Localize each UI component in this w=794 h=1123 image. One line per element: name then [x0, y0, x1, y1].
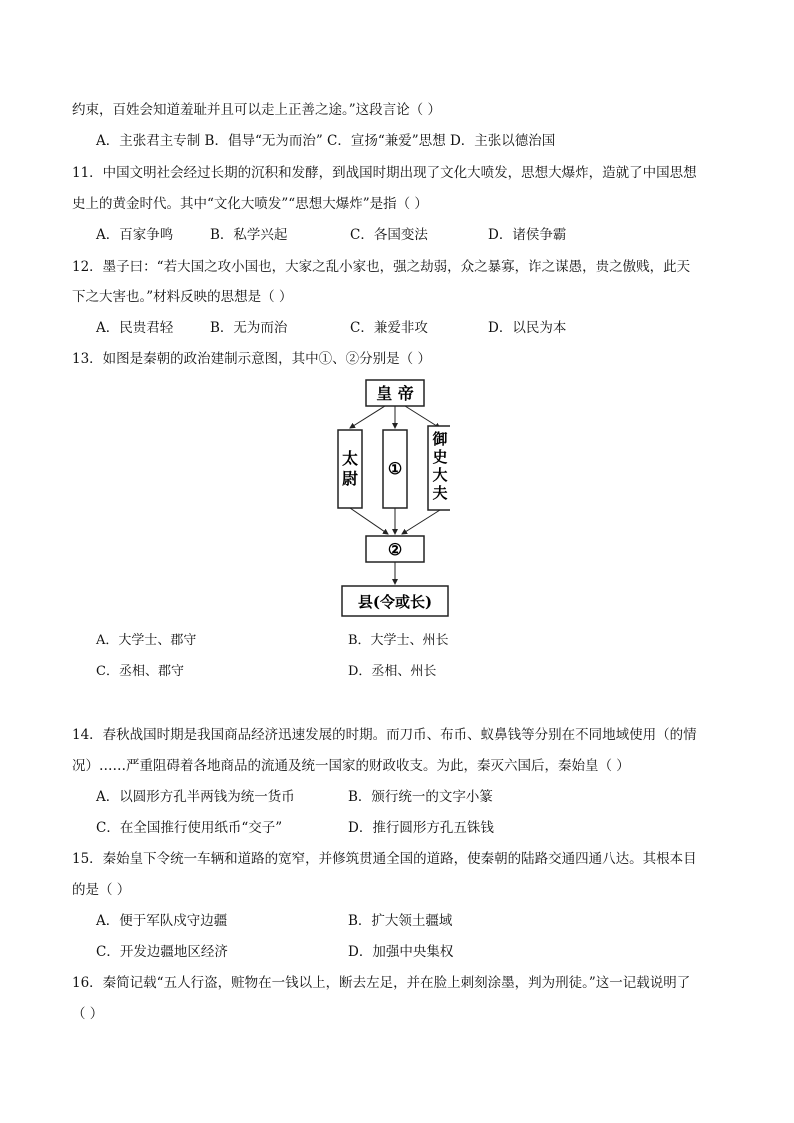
- blank-2-label: ②: [387, 540, 403, 559]
- question-15-option-d: D．加强中央集权: [348, 944, 454, 960]
- question-13-line-1: 13．如图是秦朝的政治建制示意图，其中①、②分别是（ ）: [72, 351, 431, 367]
- question-14-option-d: D．推行圆形方孔五铢钱: [348, 820, 494, 836]
- question-11-option-a: A．百家争鸣: [96, 227, 174, 243]
- question-15-option-c: C．开发边疆地区经济: [96, 944, 228, 960]
- question-15-option-a: A．便于军队戍守边疆: [96, 913, 228, 929]
- yushidafu-char-3: 大: [432, 466, 448, 484]
- question-12-line-1: 12．墨子曰：“若大国之攻小国也，大家之乱小家也，强之劫弱，众之暴寡，诈之谋愚，贵之傲贱，此天: [72, 259, 691, 275]
- question-15-line-1: 15．秦始皇下令统一车辆和道路的宽窄，并修筑贯通全国的道路，使秦朝的陆路交通四通八达。其根本目: [72, 851, 697, 867]
- county-label: 县(令或长): [357, 593, 433, 611]
- question-12-option-d: D．以民为本: [488, 320, 567, 336]
- qin-political-system-diagram: [330, 376, 450, 626]
- question-12-option-b: B．无为而治: [210, 320, 288, 336]
- question-11-option-d: D．诸侯争霸: [488, 227, 567, 243]
- question-15-line-2: 的是（ ）: [72, 882, 131, 898]
- question-text: 约束，百姓会知道羞耻并且可以走上正善之途。”这段言论（ ）: [72, 102, 441, 118]
- yushidafu-char-1: 御: [432, 430, 448, 448]
- question-12-option-a: A．民贵君轻: [96, 320, 174, 336]
- question-14-line-1: 14．春秋战国时期是我国商品经济迅速发展的时期。而刀币、布币、蚁鼻钱等分别在不同地域使用（的情: [72, 727, 697, 743]
- taiwei-char-2: 尉: [341, 469, 359, 488]
- question-16-line-2: （ ）: [72, 1006, 104, 1022]
- blank-1-label: ①: [387, 459, 403, 478]
- taiwei-char-1: 太: [341, 449, 359, 468]
- yushidafu-char-4: 夫: [432, 484, 448, 502]
- question-14-option-a: A．以圆形方孔半两钱为统一货币: [96, 789, 295, 805]
- question-14-line-2: 况）……严重阻碍着各地商品的流通及统一国家的财政收支。为此，秦灭六国后，秦始皇（ ）: [72, 758, 630, 774]
- yushidafu-char-2: 史: [432, 448, 448, 466]
- question-13-option-c: C．丞相、郡守: [96, 664, 184, 679]
- question-12-option-c: C．兼爱非攻: [350, 320, 428, 336]
- question-13-option-a: A．大学士、郡守: [96, 633, 197, 648]
- question-11-line-1: 11．中国文明社会经过长期的沉积和发酵，到战国时期出现了文化大喷发，思想大爆炸，造就了中国思想: [72, 165, 697, 181]
- question-15-option-b: B．扩大领土疆域: [348, 913, 453, 929]
- emperor-label: 皇 帝: [376, 384, 414, 403]
- question-16-line-1: 16．秦简记载“五人行盗，赃物在一钱以上，断去左足，并在脸上刺刻涂墨，判为刑徒。”这一记载说明了: [72, 975, 691, 991]
- option-row: A．主张君主专制 B．倡导“无为而治” C．宣扬“兼爱”思想 D．主张以德治国: [96, 133, 556, 149]
- question-11-line-2: 史上的黄金时代。其中“文化大喷发”“思想大爆炸”是指（ ）: [72, 196, 428, 212]
- question-14-option-b: B．颁行统一的文字小篆: [348, 789, 493, 805]
- question-11-option-b: B．私学兴起: [210, 227, 288, 243]
- question-13-option-d: D．丞相、州长: [348, 664, 437, 679]
- question-13-option-b: B．大学士、州长: [348, 633, 449, 648]
- question-12-line-2: 下之大害也。”材料反映的思想是（ ）: [72, 289, 293, 305]
- question-11-option-c: C．各国变法: [350, 227, 428, 243]
- question-14-option-c: C．在全国推行使用纸币“交子”: [96, 820, 283, 836]
